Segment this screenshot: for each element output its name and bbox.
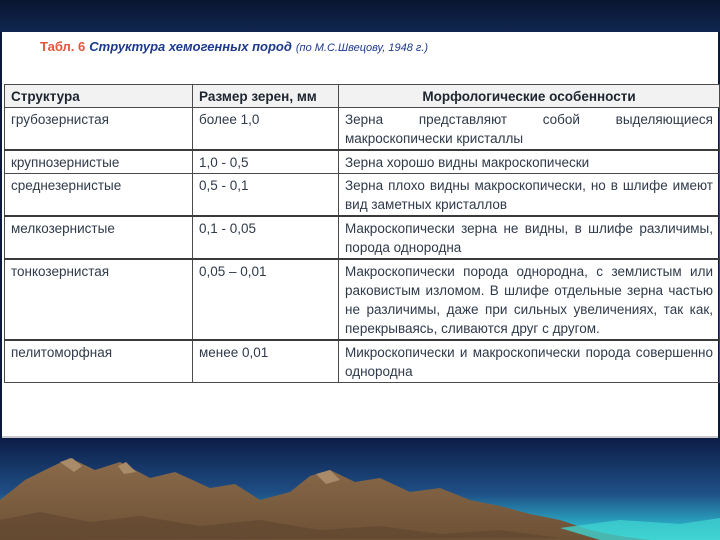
table-row [5, 150, 720, 174]
cell-size: 0,05 – 0,01 [193, 259, 339, 340]
table-row [5, 174, 720, 217]
cell-structure: тонкозернистая [5, 259, 193, 340]
cell-size: 1,0 - 0,5 [193, 150, 339, 174]
table-row [5, 108, 720, 151]
cell-structure: среднезернистые [5, 174, 193, 217]
cell-size: 0,1 - 0,05 [193, 216, 339, 259]
header-morphology: Морфологические особенности [339, 85, 720, 108]
slide-panel [2, 32, 718, 438]
table-caption [40, 39, 428, 54]
cell-structure: крупнозернистые [5, 150, 193, 174]
header-structure: Структура [5, 85, 193, 108]
cell-description: Макроскопически порода однородна, с землистым или раковистым изломом. В шлифе отдельные зерна частью не различимы, даже при сильных увеличениях, так как, перекрываясь, сливаются друг с другом. [339, 259, 720, 340]
table-row [5, 340, 720, 383]
cell-structure: мелкозернистые [5, 216, 193, 259]
cell-description: Зерна представляют собой выделяющиеся макроскопически кристаллы [339, 108, 720, 151]
header-grain-size: Размер зерен, мм [193, 85, 339, 108]
cell-structure: пелитоморфная [5, 340, 193, 383]
cell-size: 0,5 - 0,1 [193, 174, 339, 217]
caption-label: Табл. 6 [40, 39, 86, 54]
cell-description: Микроскопически и макроскопически порода совершенно однородна [339, 340, 720, 383]
table-row [5, 216, 720, 259]
caption-source: (по М.С.Швецову, 1948 г.) [295, 42, 429, 54]
cell-size: менее 0,01 [193, 340, 339, 383]
cell-description: Зерна хорошо видны макроскопически [339, 150, 720, 174]
table-row [5, 259, 720, 340]
cell-structure: грубозернистая [5, 108, 193, 151]
caption-title: Структура хемогенных пород [89, 39, 292, 54]
table-header-row [5, 85, 720, 108]
structure-table [4, 84, 720, 383]
cell-description: Зерна плохо видны макроскопически, но в шлифе имеют вид заметных кристаллов [339, 174, 720, 217]
cell-description: Макроскопически зерна не видны, в шлифе различимы, порода однородна [339, 216, 720, 259]
cell-size: более 1,0 [193, 108, 339, 151]
